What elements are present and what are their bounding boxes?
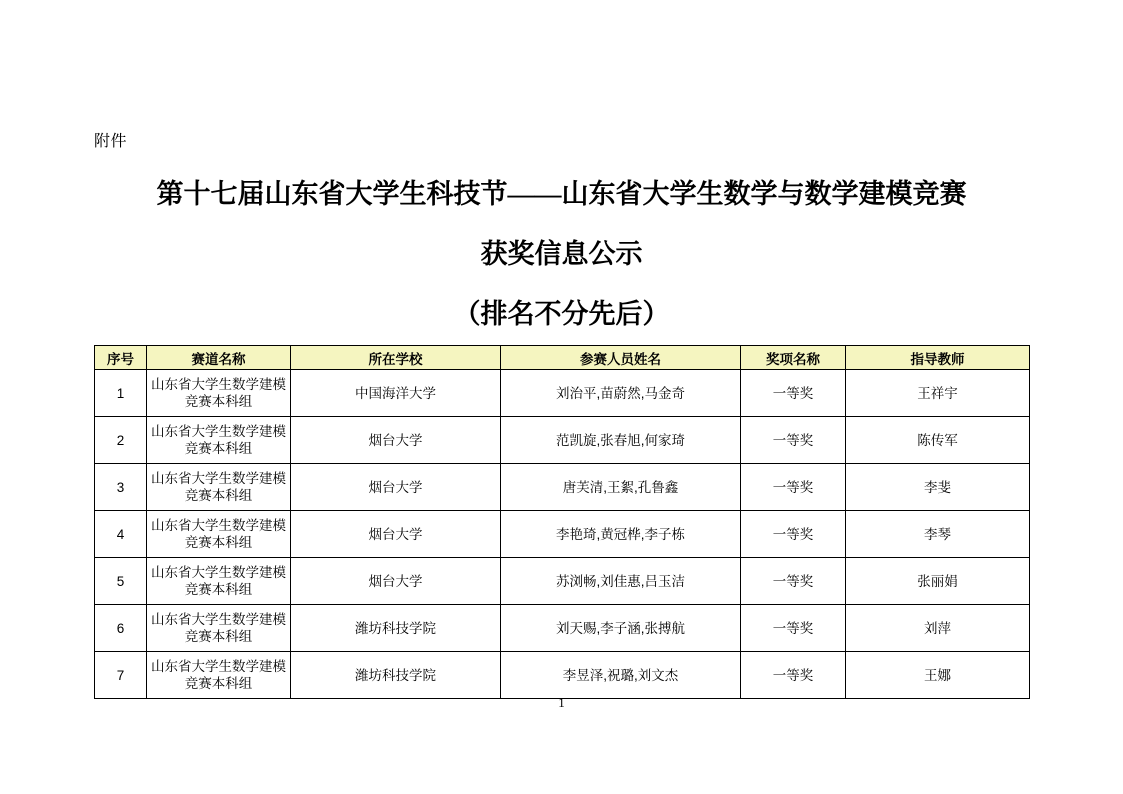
cell-track: 山东省大学生数学建模竞赛本科组 (147, 652, 291, 699)
cell-index: 5 (95, 558, 147, 605)
page-subtitle: 获奖信息公示 (480, 239, 643, 269)
cell-members: 范凯旋,张春旭,何家琦 (501, 417, 741, 464)
table-header (95, 346, 1030, 370)
cell-award: 一等奖 (741, 511, 846, 558)
cell-teacher: 李斐 (846, 464, 1030, 511)
cell-school: 烟台大学 (291, 417, 501, 464)
cell-index: 4 (95, 511, 147, 558)
table-row (95, 511, 1030, 558)
table-row (95, 464, 1030, 511)
cell-award: 一等奖 (741, 605, 846, 652)
cell-track: 山东省大学生数学建模竞赛本科组 (147, 370, 291, 417)
column-header-members: 参赛人员姓名 (501, 346, 741, 370)
page-title: 第十七届山东省大学生科技节——山东省大学生数学与数学建模竞赛 (156, 179, 967, 209)
attachment-label: 附件 (94, 133, 128, 150)
page-number: 1 (558, 695, 565, 710)
cell-school: 烟台大学 (291, 511, 501, 558)
award-table (94, 345, 1030, 699)
cell-members: 刘天赐,李子涵,张搏航 (501, 605, 741, 652)
cell-teacher: 王娜 (846, 652, 1030, 699)
table-row (95, 370, 1030, 417)
cell-school: 中国海洋大学 (291, 370, 501, 417)
table-row (95, 605, 1030, 652)
table-header-row (95, 346, 1030, 370)
table-row (95, 417, 1030, 464)
cell-school: 烟台大学 (291, 464, 501, 511)
cell-award: 一等奖 (741, 370, 846, 417)
cell-teacher: 陈传军 (846, 417, 1030, 464)
cell-award: 一等奖 (741, 652, 846, 699)
cell-index: 7 (95, 652, 147, 699)
cell-school: 潍坊科技学院 (291, 605, 501, 652)
column-header-teacher: 指导教师 (846, 346, 1030, 370)
cell-members: 李艳琦,黄冠桦,李子栋 (501, 511, 741, 558)
cell-members: 唐芙清,王絮,孔鲁鑫 (501, 464, 741, 511)
cell-index: 2 (95, 417, 147, 464)
page-note: （排名不分先后） (453, 299, 670, 329)
cell-index: 6 (95, 605, 147, 652)
cell-award: 一等奖 (741, 464, 846, 511)
cell-school: 潍坊科技学院 (291, 652, 501, 699)
cell-track: 山东省大学生数学建模竞赛本科组 (147, 605, 291, 652)
cell-track: 山东省大学生数学建模竞赛本科组 (147, 511, 291, 558)
cell-teacher: 王祥宇 (846, 370, 1030, 417)
cell-members: 苏浏畅,刘佳惠,吕玉洁 (501, 558, 741, 605)
cell-award: 一等奖 (741, 417, 846, 464)
cell-members: 刘治平,苗蔚然,马金奇 (501, 370, 741, 417)
column-header-track: 赛道名称 (147, 346, 291, 370)
cell-teacher: 刘萍 (846, 605, 1030, 652)
table-body (95, 370, 1030, 699)
cell-index: 1 (95, 370, 147, 417)
column-header-award: 奖项名称 (741, 346, 846, 370)
cell-school: 烟台大学 (291, 558, 501, 605)
cell-index: 3 (95, 464, 147, 511)
column-header-index: 序号 (95, 346, 147, 370)
cell-track: 山东省大学生数学建模竞赛本科组 (147, 558, 291, 605)
cell-teacher: 李琴 (846, 511, 1030, 558)
cell-award: 一等奖 (741, 558, 846, 605)
column-header-school: 所在学校 (291, 346, 501, 370)
cell-track: 山东省大学生数学建模竞赛本科组 (147, 464, 291, 511)
cell-track: 山东省大学生数学建模竞赛本科组 (147, 417, 291, 464)
cell-teacher: 张丽娟 (846, 558, 1030, 605)
table-row (95, 558, 1030, 605)
cell-members: 李昱泽,祝璐,刘文杰 (501, 652, 741, 699)
table-row (95, 652, 1030, 699)
